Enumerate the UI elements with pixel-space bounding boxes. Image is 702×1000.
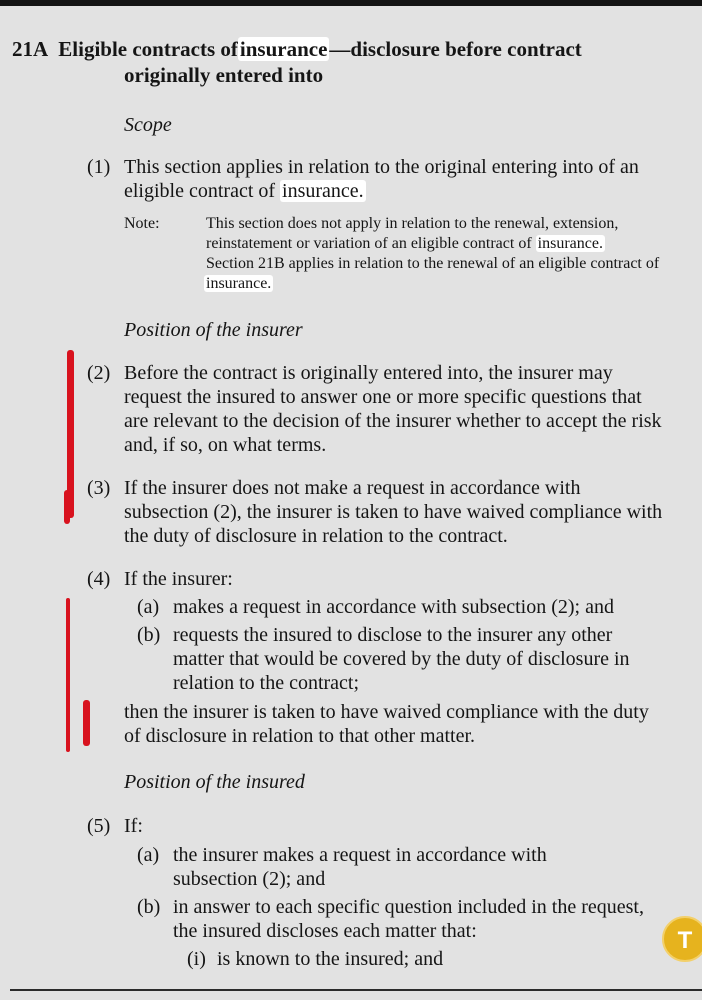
section-number: 21A [12,37,48,61]
subsection-1-line2 [124,179,366,203]
section-title-post: —disclosure before contract [329,37,582,61]
subsection-2-line: are relevant to the decision of the insurer whether to accept the risk [124,410,662,432]
translate-button[interactable] [662,916,702,962]
scope-heading: Scope [124,114,172,136]
paragraph-5b-number: (b) [137,896,161,918]
subparagraph-i-text: is known to the insured; and [217,948,444,970]
insurer-heading: Position of the insurer [124,319,303,341]
highlighted-word: insurance. [206,275,272,292]
translate-icon: T [677,927,693,954]
subsection-2-number: (2) [87,362,111,384]
subsection-2-line: request the insured to answer one or more specific questions that [124,386,642,408]
paragraph-5b-line: in answer to each specific question included in the request, [173,896,644,918]
bottom-rule [10,989,702,991]
note-label: Note: [124,215,160,232]
subsection-1-text: eligible contract of [124,180,276,202]
subsection-3-line: the duty of disclosure in relation to the contract. [124,525,508,547]
subsection-1-number: (1) [87,156,111,178]
note-line2 [206,234,605,254]
paragraph-4b-number: (b) [137,624,161,646]
paragraph-4a-number: (a) [137,596,160,618]
subsection-5-intro: If: [124,815,143,837]
note-text: reinstatement or variation of an eligible contract of [206,235,532,252]
section-title-line2: originally entered into [124,63,324,87]
subsection-2-line: Before the contract is originally entered into, the insurer may [124,362,613,384]
highlighted-word: insurance [239,37,328,61]
highlighted-word: insurance. [282,180,364,202]
red-annotation-mark [64,490,70,524]
subsection-2-line: and, if so, on what terms. [124,434,327,456]
subsection-3-number: (3) [87,477,111,499]
subsection-4-tail: then the insurer is taken to have waived compliance with the duty [124,701,649,723]
paragraph-5a-line: subsection (2); and [173,868,326,890]
subsection-4-number: (4) [87,568,111,590]
subsection-3-line: If the insurer does not make a request in accordance with [124,477,581,499]
note-line4 [204,274,273,294]
top-bar [0,0,702,6]
section-heading [12,37,582,62]
subsection-1-line1: This section applies in relation to the original entering into of an [124,156,639,178]
subsection-4-tail: of disclosure in relation to that other matter. [124,725,476,747]
paragraph-5b-line: the insured discloses each matter that: [173,920,477,942]
subsection-3-line: subsection (2), the insurer is taken to have waived compliance with [124,501,663,523]
paragraph-5a-number: (a) [137,844,160,866]
subsection-5-number: (5) [87,815,111,837]
paragraph-5a-line: the insurer makes a request in accordance with [173,844,547,866]
paragraph-4b-line: relation to the contract; [173,672,360,694]
paragraph-4a-text: makes a request in accordance with subsection (2); and [173,596,614,618]
note-line1: This section does not apply in relation to the renewal, extension, [206,215,619,232]
insured-heading: Position of the insured [124,771,305,793]
highlighted-word: insurance. [537,235,603,252]
note-line3: Section 21B applies in relation to the renewal of an eligible contract of [206,255,660,272]
subsection-4-intro: If the insurer: [124,568,233,590]
paragraph-4b-line: matter that would be covered by the duty of disclosure in [173,648,630,670]
subparagraph-i-number: (i) [187,948,206,970]
paragraph-4b-line: requests the insured to disclose to the insurer any other [173,624,613,646]
section-title-pre: Eligible contracts of [58,37,238,61]
red-annotation-mark [66,598,70,752]
red-annotation-mark [83,700,90,746]
